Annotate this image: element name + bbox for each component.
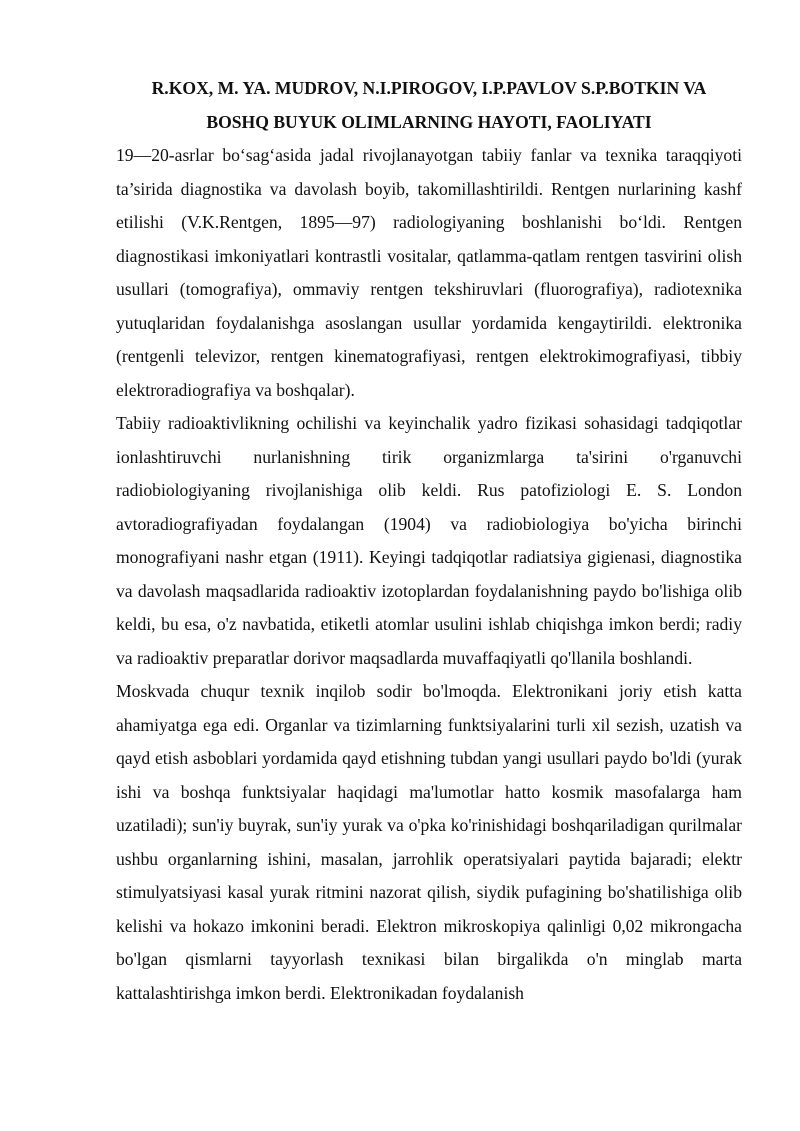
paragraph-radiobiology: Tabiiy radioaktivlikning ochilishi va keyinchalik yadro fizikasi sohasidagi tadqiqotlar ionlashtiruvchi nurlanishning tirik organizmlarga ta'sirini o'rganuvchi radiobiologiyaning rivojlanishiga olib keldi. Rus patofiziologi E. S. London avtoradiografiyadan foydalangan (1904) va radiobiologiya bo'yicha birinchi monografiyani nashr etgan (1911). Keyingi tadqiqotlar radiatsiya gigienasi, diagnostika va davolash maqsadlarida radioaktiv izotoplardan foydalanishning paydo bo'lishiga olib keldi, bu esa, o'z navbatida, etiketli atomlar usulini ishlab chiqishga imkon berdi; radiy va radioaktiv preparatlar dorivor maqsadlarda muvaffaqiyatli qo'llanila boshlandi. [116,413,742,668]
paragraph-radiology: 19—20-asrlar bo‘sag‘asida jadal rivojlanayotgan tabiiy fanlar va texnika taraqqiyoti ta’sirida diagnostika va davolash boyib, takomillashtirildi. Rentgen nurlarining kashf etilishi (V.K.Rentgen, 1895—97) radiologiyaning boshlanishi bo‘ldi. Rentgen diagnostikasi imkoniyatlari kontrastli vositalar, qatlamma-qatlam rentgen tasvirini olish usullari (tomografiya), ommaviy rentgen tekshiruvlari (fluorografiya), radiotexnika yutuqlaridan foydalanishga asoslangan usullar yordamida kengaytirildi. elektronika (rentgenli televizor, rentgen kinematografiyasi, rentgen elektrokimografiyasi, tibbiy elektroradiografiya va boshqalar). [116,145,742,400]
paragraph-electronics: Moskvada chuqur texnik inqilob sodir bo'lmoqda. Elektronikani joriy etish katta ahamiyatga ega edi. Organlar va tizimlarning funktsiyalarini turli xil sezish, uzatish va qayd etish asboblari yordamida qayd etishning tubdan yangi usullari paydo bo'ldi (yurak ishi va boshqa funktsiyalar haqidagi ma'lumotlar hatto kosmik masofalarga ham uzatiladi); sun'iy buyrak, sun'iy yurak va o'pka ko'rinishidagi boshqariladigan qurilmalar ushbu organlarning ishini, masalan, jarrohlik operatsiyalari paytida bajaradi; elektr stimulyatsiyasi kasal yurak ritmini nazorat qilish, siydik pufagining bo'shatilishiga olib kelishi va hokazo imkonini beradi. Elektron mikroskopiya qalinligi 0,02 mikrongacha bo'lgan qismlarni tayyorlash texnikasi bilan birgalikda o'n minglab marta kattalashtirishga imkon berdi. Elektronikadan foydalanish [116,681,742,1003]
document-title [116,72,742,139]
title-line-1: R.KOX, M. YA. MUDROV, N.I.PIROGOV, I.P.PAVLOV S.P.BOTKIN VA [151,78,707,98]
document-body [116,72,742,1010]
title-line-2: BOSHQ BUYUK OLIMLARNING HAYOTI, FAOLIYATI [206,111,652,132]
